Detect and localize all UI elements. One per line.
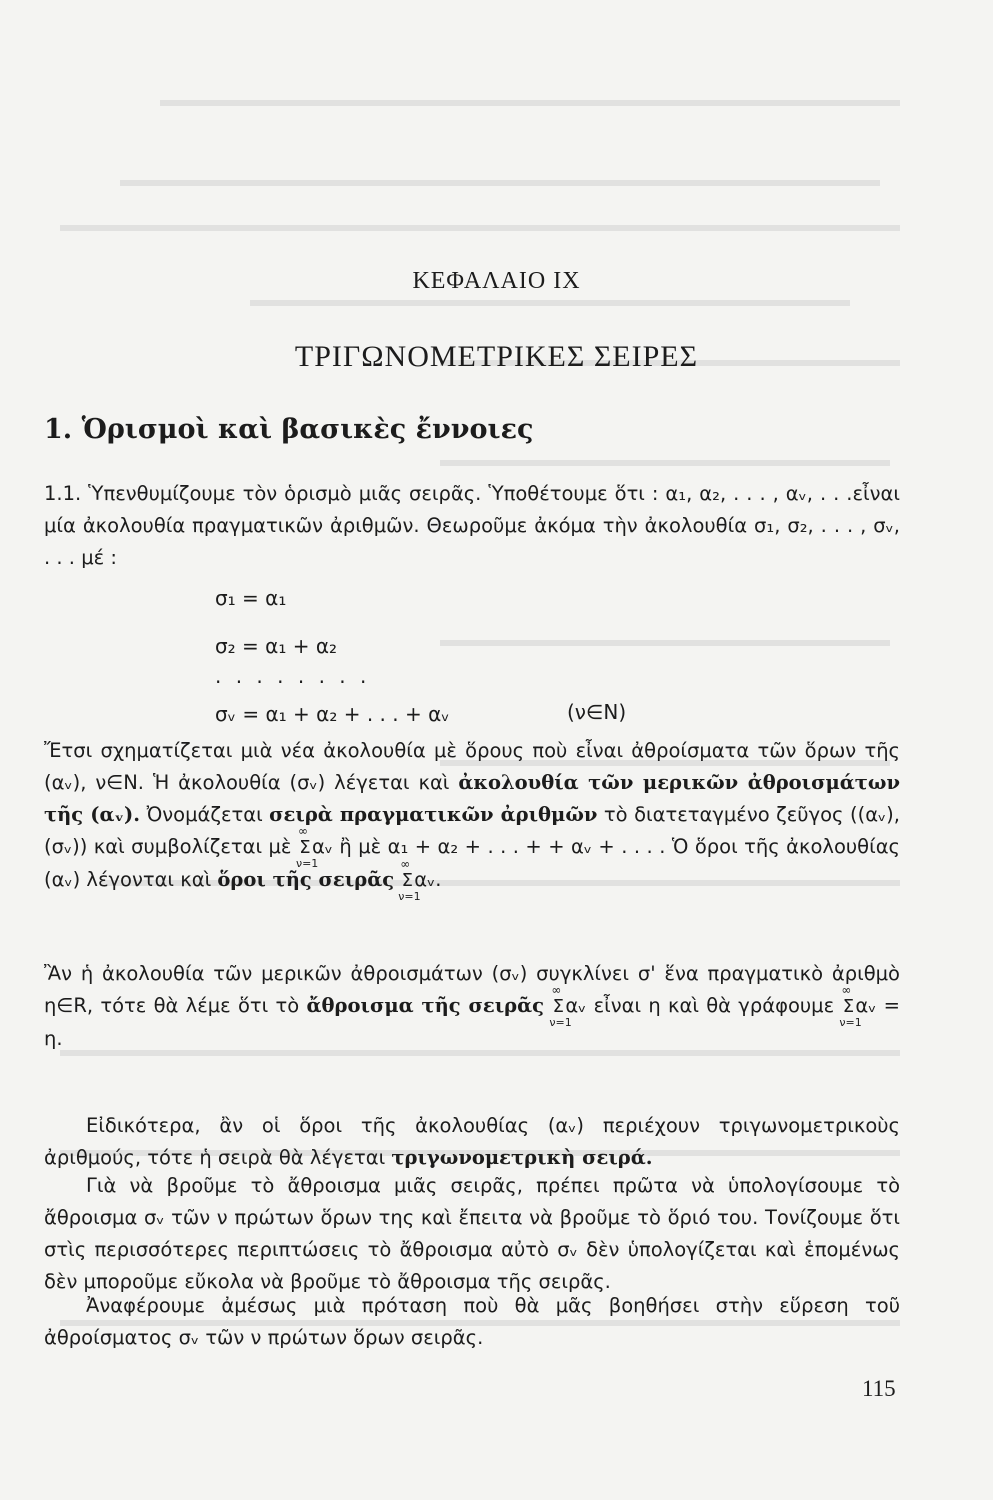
paragraph-trigonometric-series xyxy=(44,1110,900,1174)
chapter-title: ΤΡΙΓΩΝΟΜΕΤΡΙΚΕΣ ΣΕΙΡΕΣ xyxy=(294,340,699,373)
p3-bold-sum: ἄθροισμα τῆς σειρᾶς xyxy=(306,994,545,1017)
summation-upper: ∞ xyxy=(841,983,852,997)
summation-sigma: Σ xyxy=(401,870,413,891)
section-heading: 1. Ὁρισμοὶ καὶ βασικὲς ἔννοιες xyxy=(44,414,534,445)
p2-text-h: αᵥ. xyxy=(414,868,442,891)
summation-upper: ∞ xyxy=(551,983,562,997)
equation-sigma-2: σ₂ = α₁ + α₂ xyxy=(215,634,338,658)
p2-text-c: Ὀνομάζεται xyxy=(140,803,270,826)
p2-bold-series: σειρὰ πραγματικῶν ἀριθμῶν xyxy=(269,803,598,826)
summation-symbol xyxy=(549,983,572,1029)
summation-upper: ∞ xyxy=(297,824,308,838)
summation-lower: ν=1 xyxy=(398,890,421,903)
paragraph-partial-sums xyxy=(44,735,900,903)
p4-text-a: Εἰδικότερα, ἂν οἱ ὅροι τῆς ἀκολουθίας (αᵥ) περιέχουν τριγωνομετρικοὺς ἀριθμούς, τότε ἡ σειρὰ θὰ λέγεται xyxy=(44,1114,900,1169)
page-number: 115 xyxy=(862,1376,896,1401)
equation-condition: (ν∈N) xyxy=(567,700,627,724)
summation-lower: ν=1 xyxy=(839,1016,862,1029)
p2-text-e: τὸ διατεταγμένο ζεῦγος ((αᵥ), (σᵥ)) καὶ συμβολίζεται μὲ xyxy=(44,803,900,858)
equation-sigma-nu: σᵥ = α₁ + α₂ + . . . + αᵥ xyxy=(215,702,450,726)
summation-sigma: Σ xyxy=(299,837,311,858)
equation-sigma-1: σ₁ = α₁ xyxy=(215,586,287,610)
paragraph-computing-sum: Γιὰ νὰ βροῦμε τὸ ἄθροισμα μιᾶς σειρᾶς, πρέπει πρῶτα νὰ ὑπολογίσουμε τὸ ἄθροισμα σᵥ τῶν ν πρώτων ὅρων της καὶ ἔπειτα νὰ βροῦμε τὸ ὅριό του. Τονίζουμε ὅτι στὶς περισσότερες περιπτώσεις τὸ ἄθροισμα αὐτὸ σᵥ δὲν ὑπολογίζεται καὶ ἑπομένως δὲν μποροῦμε εὔκολα νὰ βροῦμε τὸ ἄθροισμα τῆς σειρᾶς. xyxy=(44,1174,900,1293)
paragraph-proposition-intro: Ἀναφέρουμε ἀμέσως μιὰ πρόταση ποὺ θὰ μᾶς βοηθήσει στὴν εὕρεση τοῦ ἀθροίσματος σᵥ τῶν ν πρώτων ὅρων σειρᾶς. xyxy=(44,1294,900,1349)
summation-symbol xyxy=(839,983,862,1029)
paragraph-convergence xyxy=(44,958,900,1055)
equation-dots: . . . . . . . . xyxy=(215,664,371,688)
p2-text-a: Ἔτσι σχηματίζεται μιὰ νέα ἀκολουθία μὲ ὅρους ποὺ εἶναι ἀθροίσματα τῶν ὅρων τῆς (αᵥ), ν∈N. Ἡ ἀκολουθία (σᵥ) λέγεται καὶ xyxy=(44,739,900,794)
summation-symbol xyxy=(295,824,319,870)
p3-text-a: Ἂν ἡ ἀκολουθία τῶν μερικῶν ἀθροισμάτων (σᵥ) συγκλίνει σ' ἕνα πραγματικὸ ἀριθμὸ η∈R, τότε θὰ λέμε ὅτι τὸ xyxy=(44,962,900,1017)
p2-bold-terms: ὅροι τῆς σειρᾶς xyxy=(217,868,395,891)
chapter-label: ΚΕΦΑΛΑΙΟ IX xyxy=(412,268,581,294)
summation-lower: ν=1 xyxy=(549,1016,572,1029)
summation-lower: ν=1 xyxy=(295,857,319,870)
p3-text-d: αᵥ = η. xyxy=(44,994,900,1050)
summation-sigma: Σ xyxy=(842,996,855,1017)
summation-sigma: Σ xyxy=(552,996,565,1017)
paragraph-definition-intro: 1.1. Ὑπενθυμίζουμε τὸν ὁρισμὸ μιᾶς σειρᾶς. Ὑποθέτουμε ὅτι : α₁, α₂, . . . , αᵥ, . . .εἶναι μία ἀκολουθία πραγματικῶν ἀριθμῶν. Θεωροῦμε ἀκόμα τὴν ἀκολουθία σ₁, σ₂, . . . , σᵥ, . . . μέ : xyxy=(44,482,900,569)
p4-bold-trig-series: τριγωνομετρικὴ σειρά. xyxy=(391,1146,653,1169)
p3-text-c: αᵥ εἶναι η καὶ θὰ γράφουμε xyxy=(565,994,842,1017)
p2-text-f: αᵥ ἢ μὲ α₁ + α₂ + . . . + + αᵥ + . . . . Ὁ ὅροι τῆς ἀκολουθίας (αᵥ) λέγονται καὶ xyxy=(44,835,900,891)
summation-upper: ∞ xyxy=(400,857,411,871)
summation-symbol xyxy=(398,857,421,903)
p2-bold-partial-sums: ἀκολουθία τῶν μερικῶν ἀθροισμάτων τῆς (αᵥ). xyxy=(44,771,900,826)
